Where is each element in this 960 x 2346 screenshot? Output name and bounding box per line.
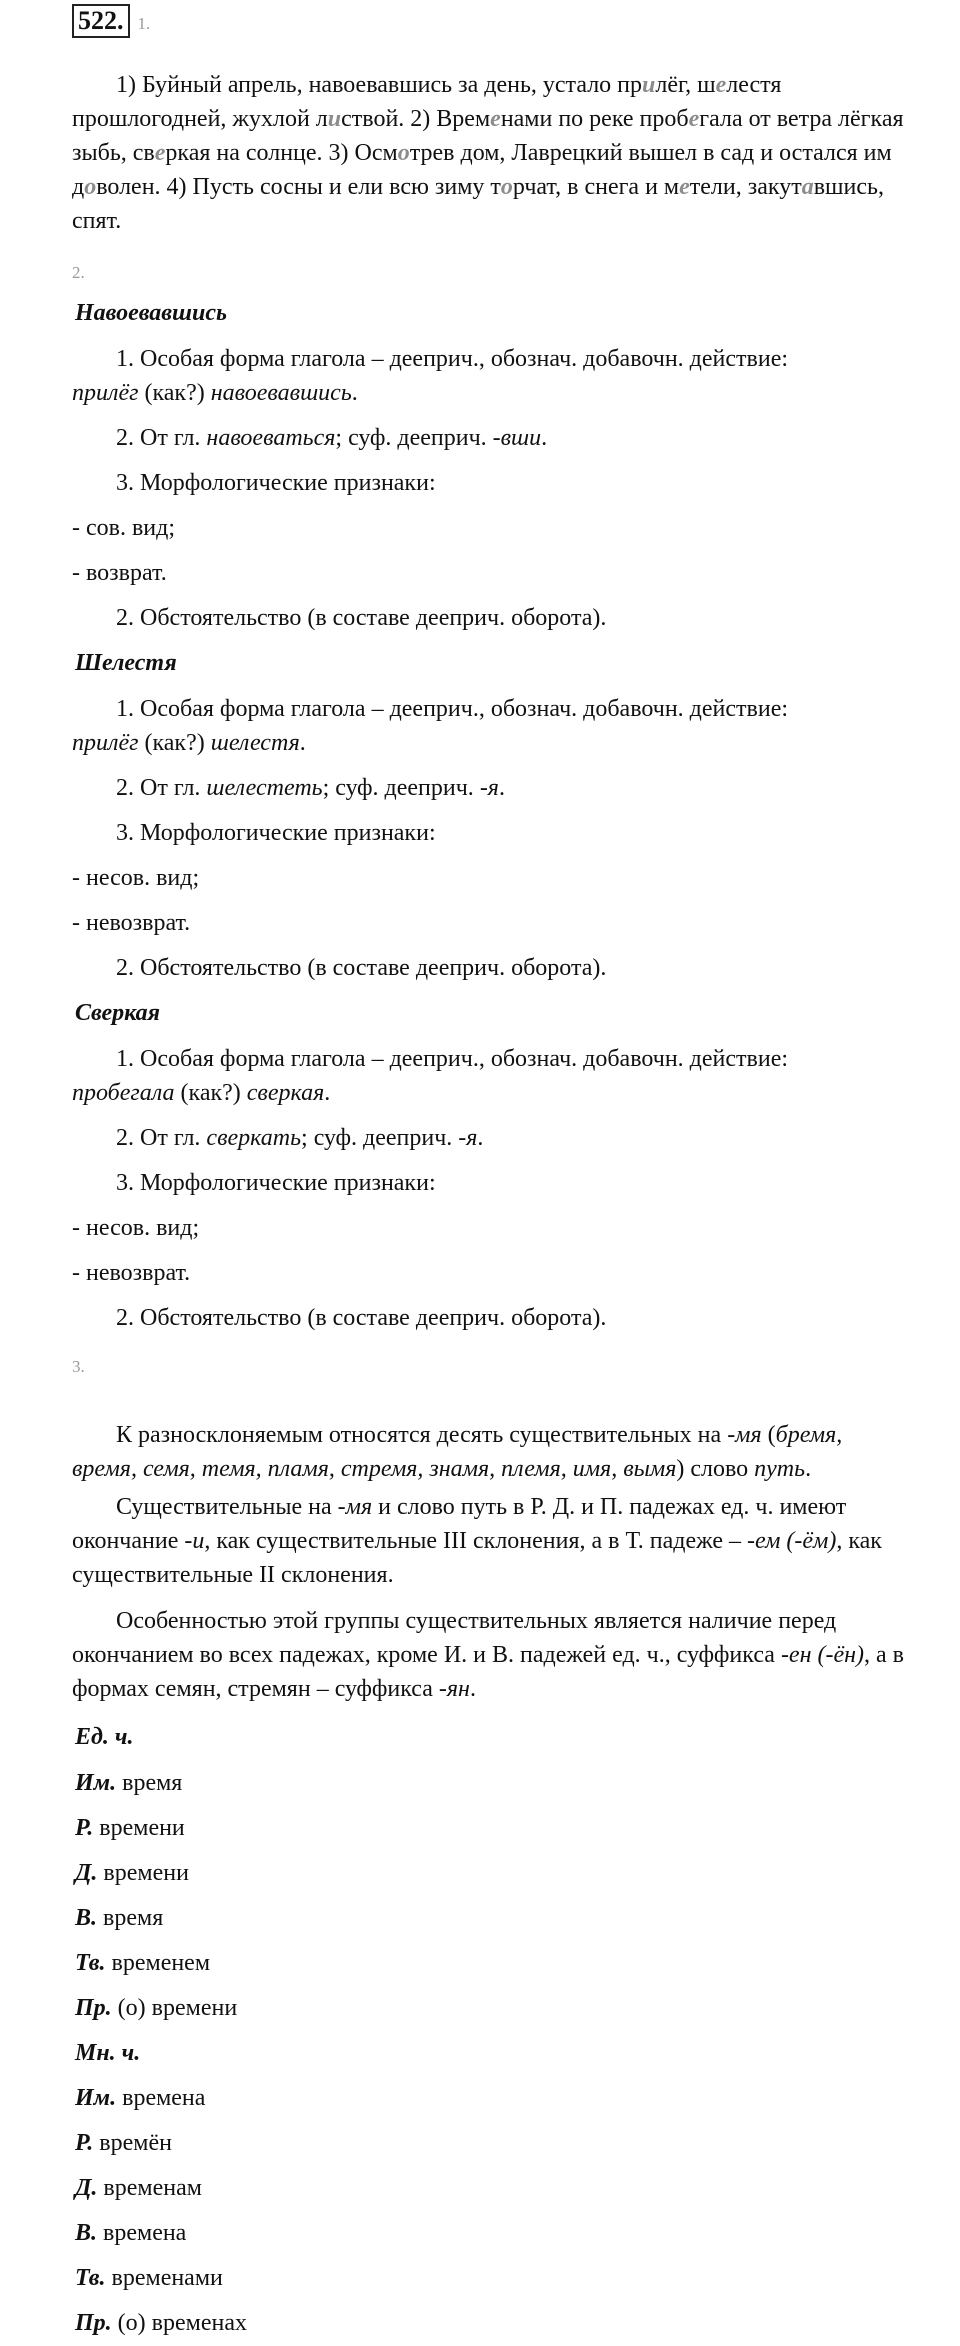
pl-row-6: Пр. (о) временах: [75, 2310, 247, 2336]
theory-paragraph-3: Особенностью этой группы существительных является наличие перед окончанием во всех падежах, кроме И. и В. падежей ед. ч., суффикса -ен (-ён), а в формах семян, стремян – суффикса -ян.: [72, 1608, 905, 1702]
sg-row-4: В. время: [75, 1905, 164, 1931]
sentences-paragraph: 1) Буйный апрель, навоевавшись за день, устало прилёг, шелестя прошлогодней, жухлой листвой. 2) Временами по реке пробегала от ветра лёгкая зыбь, сверкая на солнце. 3) Осмотрев дом, Лаврецкий вышел в сад и остался им доволен. 4) Пусть сосны и ели всю зиму торчат, в снега и метели, закутавшись, спят.: [72, 72, 904, 234]
block-1-line-7: 2. Обстоятельство (в составе дееприч. оборота).: [116, 605, 607, 631]
sg-row-1: Им. время: [75, 1770, 183, 1796]
block-1-title: Навоевавшись: [75, 300, 227, 326]
block-3-line-7: 2. Обстоятельство (в составе дееприч. оборота).: [116, 1305, 607, 1331]
block-1-line-1: 1. Особая форма глагола – дееприч., обознач. добавочн. действие:: [116, 346, 789, 372]
block-1-line-5: - сов. вид;: [72, 515, 176, 541]
block-3-line-4: 3. Морфологические признаки:: [116, 1170, 436, 1196]
block-2-line-1: 1. Особая форма глагола – дееприч., обознач. добавочн. действие:: [116, 696, 789, 722]
block-2-line-5: - несов. вид;: [72, 865, 200, 891]
block-1-line-4: 3. Морфологические признаки:: [116, 470, 436, 496]
block-3-line-5: - несов. вид;: [72, 1215, 200, 1241]
block-2-line-7: 2. Обстоятельство (в составе дееприч. оборота).: [116, 955, 607, 981]
sg-row-2: Р. времени: [75, 1815, 185, 1841]
block-2-line-6: - невозврат.: [72, 910, 191, 936]
block-3-line-1: 1. Особая форма глагола – дееприч., обознач. добавочн. действие:: [116, 1046, 789, 1072]
task-header: [72, 4, 150, 40]
task-number: 522.: [72, 4, 130, 38]
block-1-line-2: прилёг (как?) навоевавшись.: [72, 380, 358, 406]
block-1-line-6: - возврат.: [72, 560, 167, 586]
theory-paragraph-1: К разносклоняемым относятся десять существительных на -мя (бремя, время, семя, темя, пламя, стремя, знамя, племя, имя, вымя) слово путь.: [72, 1422, 843, 1482]
block-2-line-4: 3. Морфологические признаки:: [116, 820, 436, 846]
section-1-label: 1.: [137, 14, 151, 33]
theory-paragraph-2: Существительные на -мя и слово путь в Р. Д. и П. падежах ед. ч. имеют окончание -и, как существительные III склонения, а в Т. падеже – -ем (-ём), как существительные II склонения.: [72, 1494, 882, 1588]
pl-row-1: Им. времена: [75, 2085, 206, 2111]
block-2-line-3: 2. От гл. шелестеть; суф. дееприч. -я.: [116, 775, 505, 801]
block-2-line-2: прилёг (как?) шелестя.: [72, 730, 306, 756]
pl-row-3: Д. временам: [75, 2175, 202, 2201]
plural-header: Мн. ч.: [75, 2040, 141, 2066]
block-3-line-2: пробегала (как?) сверкая.: [72, 1080, 331, 1106]
pl-row-2: Р. времён: [75, 2130, 172, 2156]
block-3-line-3: 2. От гл. сверкать; суф. дееприч. -я.: [116, 1125, 484, 1151]
pl-row-5: Тв. временами: [75, 2265, 223, 2291]
section-3-label: 3.: [72, 1357, 85, 1376]
sg-row-6: Пр. (о) времени: [75, 1995, 238, 2021]
block-3-title: Сверкая: [75, 1000, 161, 1026]
block-2-title: Шелестя: [75, 650, 177, 676]
block-3-line-6: - невозврат.: [72, 1260, 191, 1286]
sg-row-3: Д. времени: [75, 1860, 189, 1886]
block-1-line-3: 2. От гл. навоеваться; суф. дееприч. -вши.: [116, 425, 548, 451]
singular-header: Ед. ч.: [75, 1724, 134, 1750]
section-2-label: 2.: [72, 263, 85, 282]
sg-row-5: Тв. временем: [75, 1950, 211, 1976]
pl-row-4: В. времена: [75, 2220, 187, 2246]
